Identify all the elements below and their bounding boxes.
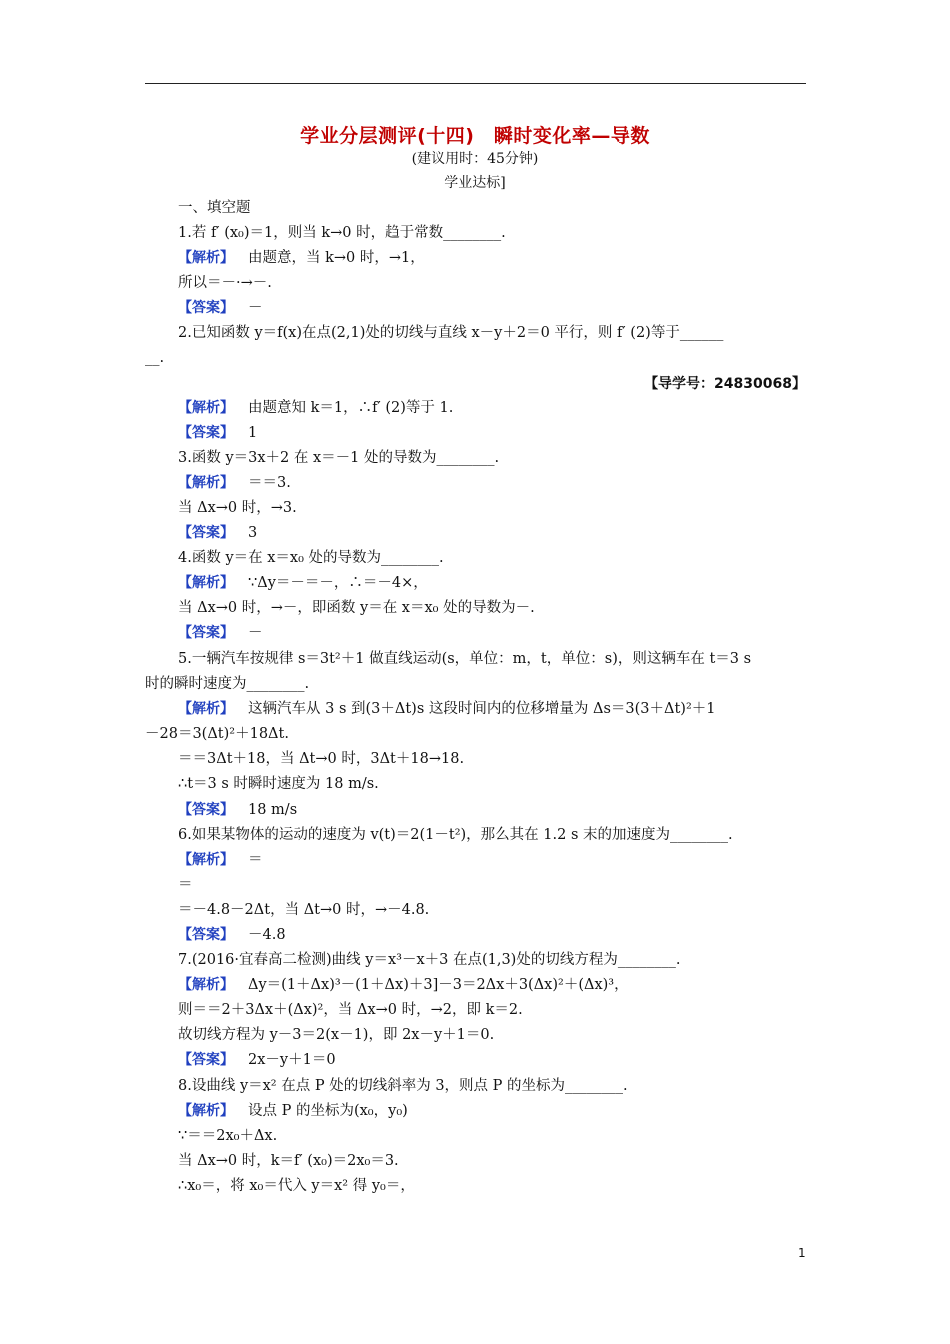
suggested-time: (建议用时：45分钟) (411, 151, 539, 167)
answer-2 (178, 424, 257, 442)
answer-3 (178, 524, 257, 542)
analysis-text: ＝＝3. (248, 475, 291, 491)
analysis-label: 【解析】 (178, 852, 234, 868)
answer-text: 18 m/s (248, 802, 298, 818)
analysis-text: 这辆汽车从 3 s 到(3＋Δt)s 这段时间内的位移增量为 Δs＝3(3＋Δt)²＋1 (248, 701, 716, 717)
analysis-7-cont: 则＝＝2＋3Δx＋(Δx)²，当 Δx→0 时，→2，即 k＝2. (178, 1002, 523, 1018)
analysis-3-cont: 当 Δx→0 时，→3. (178, 500, 297, 516)
analysis-8-cont: ∵＝＝2x₀＋Δx. (178, 1128, 278, 1144)
analysis-text: 设点 P 的坐标为(x₀，y₀) (248, 1103, 408, 1119)
answer-text: 2x－y＋1＝0 (248, 1052, 336, 1068)
analysis-label: 【解析】 (178, 475, 234, 491)
answer-7 (178, 1051, 336, 1069)
answer-label: 【答案】 (178, 1052, 234, 1068)
analysis-text: ∵Δy＝－＝－，∴＝－4×， (248, 575, 428, 591)
question-8: 8.设曲线 y＝x² 在点 P 处的切线斜率为 3，则点 P 的坐标为________. (178, 1078, 628, 1094)
analysis-label: 【解析】 (178, 575, 234, 591)
section-heading: 学业达标] (444, 175, 506, 191)
answer-label: 【答案】 (178, 802, 234, 818)
answer-label: 【答案】 (178, 927, 234, 943)
question-5-cont: 时的瞬时速度为________. (145, 676, 310, 692)
analysis-1-cont: 所以＝－·→－. (178, 275, 272, 291)
analysis-7-cont2: 故切线方程为 y－3＝2(x－1)，即 2x－y＋1＝0. (178, 1027, 495, 1043)
analysis-6-cont2: ＝－4.8－2Δt，当 Δt→0 时，→－4.8. (178, 902, 430, 918)
answer-label: 【答案】 (178, 425, 234, 441)
analysis-5-cont3: ∴t＝3 s 时瞬时速度为 18 m/s. (178, 776, 379, 792)
analysis-8-cont2: 当 Δx→0 时，k＝f′ (x₀)＝2x₀＝3. (178, 1153, 399, 1169)
analysis-text: 由题意，当 k→0 时，→1， (248, 250, 425, 266)
analysis-2 (178, 399, 453, 417)
question-4: 4.函数 y＝在 x＝x₀ 处的导数为________. (178, 550, 444, 566)
analysis-7 (178, 976, 629, 994)
analysis-text: 由题意知 k＝1，∴f′ (2)等于 1. (248, 400, 454, 416)
question-1: 1.若 f′ (x₀)＝1，则当 k→0 时，趋于常数________. (178, 225, 506, 241)
question-6: 6.如果某物体的运动的速度为 v(t)＝2(1－t²)，那么其在 1.2 s 末的加速度为________. (178, 827, 733, 843)
analysis-text: ＝ (248, 852, 263, 868)
question-7: 7.(2016·宜春高二检测)曲线 y＝x³－x＋3 在点(1,3)处的切线方程为________. (178, 952, 681, 968)
analysis-6 (178, 851, 263, 869)
answer-text: 1 (248, 425, 258, 441)
analysis-text: Δy＝(1＋Δx)³－(1＋Δx)＋3]－3＝2Δx＋3(Δx)²＋(Δx)³， (248, 977, 629, 993)
answer-1 (178, 299, 263, 317)
analysis-6-cont: ＝ (178, 877, 193, 893)
analysis-8-cont3: ∴x₀＝，将 x₀＝代入 y＝x² 得 y₀＝， (178, 1178, 415, 1194)
answer-text: 3 (248, 525, 258, 541)
answer-text: －4.8 (248, 927, 286, 943)
header-rule (145, 83, 806, 84)
answer-text: － (248, 300, 263, 316)
analysis-label: 【解析】 (178, 1103, 234, 1119)
analysis-4-cont: 当 Δx→0 时，→－，即函数 y＝在 x＝x₀ 处的导数为－. (178, 600, 535, 616)
question-2: 2.已知函数 y＝f(x)在点(2,1)处的切线与直线 x－y＋2＝0 平行，则 f′ (2)等于______ (178, 325, 724, 341)
analysis-1 (178, 249, 425, 267)
analysis-5-cont: －28＝3(Δt)²＋18Δt. (145, 726, 289, 742)
analysis-3 (178, 474, 291, 492)
answer-label: 【答案】 (178, 300, 234, 316)
page-title: 学业分层测评(十四) 瞬时变化率—导数 (300, 125, 650, 147)
analysis-5 (178, 700, 716, 718)
answer-5 (178, 801, 297, 819)
question-5: 5.一辆汽车按规律 s＝3t²＋1 做直线运动(s，单位：m，t，单位：s)，则这辆车在 t＝3 s (178, 651, 752, 667)
question-2-cont: __. (145, 350, 165, 366)
analysis-8 (178, 1102, 408, 1120)
answer-label: 【答案】 (178, 525, 234, 541)
analysis-label: 【解析】 (178, 977, 234, 993)
page-number: 1 (798, 1246, 806, 1260)
answer-label: 【答案】 (178, 625, 234, 641)
analysis-label: 【解析】 (178, 400, 234, 416)
analysis-label: 【解析】 (178, 250, 234, 266)
answer-text: － (248, 625, 263, 641)
answer-4 (178, 624, 263, 642)
guide-number: 【导学号：24830068】 (644, 376, 806, 392)
analysis-label: 【解析】 (178, 701, 234, 717)
analysis-5-cont2: ＝＝3Δt＋18，当 Δt→0 时，3Δt＋18→18. (178, 751, 465, 767)
answer-6 (178, 926, 286, 944)
analysis-4 (178, 574, 428, 592)
part-heading: 一、填空题 (178, 200, 251, 216)
question-3: 3.函数 y＝3x＋2 在 x＝－1 处的导数为________. (178, 450, 500, 466)
